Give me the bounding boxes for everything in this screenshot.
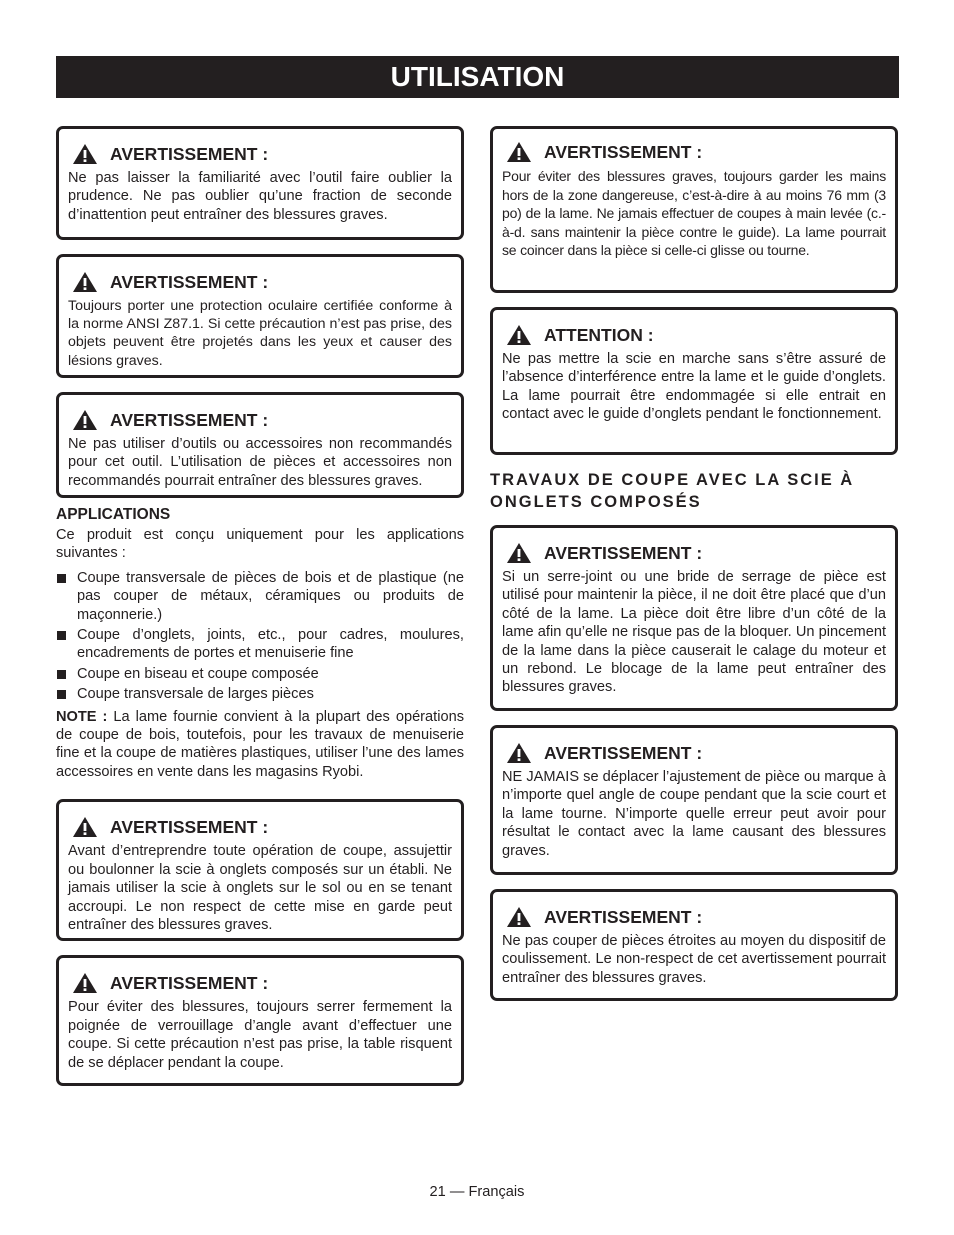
- right-column: [490, 126, 898, 1015]
- warning-triangle-icon: [72, 816, 98, 838]
- warning-box-familiarity: [56, 126, 464, 240]
- note-text: La lame fournie convient à la plupart des opérations de coupe de bois, toutefois, pour les travaux de menuiserie fine et la coupe de matières plastiques, utiliser l’une des lames accessoires en vente dans les magasins Ryobi.: [56, 708, 464, 780]
- warning-triangle-icon: [506, 906, 532, 928]
- warning-box-header: [502, 141, 886, 163]
- applications-intro: Ce produit est conçu uniquement pour les applications suivantes :: [56, 527, 464, 562]
- caution-box-miter-guide: [490, 307, 898, 455]
- caution-box-header: [502, 324, 886, 346]
- warning-box-title: AVERTISSEMENT :: [544, 141, 703, 162]
- warning-triangle-icon: [72, 409, 98, 431]
- left-column: [56, 126, 464, 1100]
- list-item: Coupe en biseau et coupe composée: [56, 665, 464, 683]
- warning-box-accessories: [56, 392, 464, 498]
- warning-triangle-icon: [506, 742, 532, 764]
- page-banner-title: UTILISATION: [56, 56, 899, 98]
- warning-box-header: [68, 816, 452, 838]
- bullet-square-icon: [57, 690, 66, 699]
- note-label: NOTE :: [56, 708, 108, 725]
- warning-box-clamp: [490, 525, 898, 711]
- warning-box-title: AVERTISSEMENT :: [110, 409, 269, 430]
- warning-triangle-icon: [72, 271, 98, 293]
- warning-box-title: AVERTISSEMENT :: [110, 271, 269, 292]
- warning-box-text: Pour éviter des blessures graves, toujours garder les mains hors de la zone dangereuse, c’est-à-dire à au moins 76 mm (3 po) de la lame. Ne jamais effectuer de coupes à main levée (c.-à-d. sans maintenir la pièce contre le guide). La lame pourrait se coincer dans la pièce si celle-ci glisse ou tourne.: [502, 168, 886, 259]
- cutting-section-heading: TRAVAUX DE COUPE AVEC LA SCIE À ONGLETS COMPOSÉS: [490, 471, 855, 511]
- warning-box-title: AVERTISSEMENT :: [110, 816, 269, 837]
- warning-box-header: [68, 143, 452, 165]
- warning-box-hands-away: [490, 126, 898, 293]
- warning-box-title: AVERTISSEMENT :: [110, 972, 269, 993]
- warning-box-eye-protection: [56, 254, 464, 378]
- warning-box-header: [68, 409, 452, 431]
- warning-box-title: AVERTISSEMENT :: [110, 143, 269, 164]
- page-footer: 21 — Français: [429, 1184, 525, 1200]
- warning-box-text: Toujours porter une protection oculaire certifiée conforme à la norme ANSI Z87.1. Si cette précaution n’est pas prise, des objets peuvent être projetés dans les yeux et causer des lésions graves.: [68, 298, 452, 369]
- caution-box-text: Ne pas mettre la scie en marche sans s’être assuré de l’absence d’interférence entre la lame et le guide d’onglets. La lame pourrait être endommagée si elle entrait en contact avec le guide d’onglets pendant le fonctionnement.: [502, 351, 886, 423]
- warning-box-narrow-pieces: [490, 889, 898, 1001]
- warning-triangle-icon: [506, 542, 532, 564]
- warning-box-title: AVERTISSEMENT :: [544, 742, 703, 763]
- note-paragraph: [56, 708, 464, 782]
- bullet-square-icon: [57, 631, 66, 640]
- warning-box-title: AVERTISSEMENT :: [544, 906, 703, 927]
- warning-box-header: [502, 906, 886, 928]
- warning-triangle-icon: [506, 141, 532, 163]
- bullet-square-icon: [57, 670, 66, 679]
- warning-box-header: [502, 742, 886, 764]
- warning-box-text: Ne pas utiliser d’outils ou accessoires non recommandés pour cet outil. L’utilisation de pièces et accessoires non recommandés pourrait entraîner des blessures graves.: [68, 436, 452, 489]
- list-item: Coupe transversale de larges pièces: [56, 685, 464, 703]
- list-item: Coupe transversale de pièces de bois et de plastique (ne pas couper de métaux, céramiques ou produits de maçonnerie.): [56, 569, 464, 624]
- bullet-square-icon: [57, 574, 66, 583]
- warning-box-header: [68, 271, 452, 293]
- caution-box-title: ATTENTION :: [544, 324, 654, 345]
- warning-box-never-adjust: [490, 725, 898, 875]
- warning-triangle-icon: [72, 143, 98, 165]
- applications-list: [56, 569, 464, 704]
- warning-box-text: NE JAMAIS se déplacer l’ajustement de pièce ou marque à n’importe quel angle de coupe pendant que la scie court et la lame tourne. N’importe quelle erreur peut avoir pour résultat le contact avec la lame causant des blessures graves.: [502, 769, 886, 859]
- warning-box-text: Si un serre-joint ou une bride de serrage de pièce est utilisé pour maintenir la pièce, il ne doit être placé que d’un côté de la lame. La pièce doit être libre d’un côté de la lame afin qu’elle ne risque pas de la bloquer. Un pincement de la lame dans la pièce causerait le calage du moteur et un rebond. Le blocage de la lame peut entraîner des blessures graves.: [502, 569, 886, 696]
- warning-box-angle-lock: [56, 955, 464, 1086]
- warning-box-text: Ne pas couper de pièces étroites au moyen du dispositif de coulissement. Le non-respect de cet avertissement pourrait entraîner des blessures graves.: [502, 933, 886, 986]
- warning-triangle-icon: [72, 972, 98, 994]
- warning-triangle-icon: [506, 324, 532, 346]
- applications-heading: APPLICATIONS: [56, 506, 171, 523]
- warning-box-text: Ne pas laisser la familiarité avec l’outil faire oublier la prudence. Ne pas oublier qu’une fraction de seconde d’inattention peut entraîner des blessures graves.: [68, 170, 452, 223]
- warning-box-header: [68, 972, 452, 994]
- warning-box-bench-mount: [56, 799, 464, 941]
- warning-box-header: [502, 542, 886, 564]
- warning-box-text: Avant d’entreprendre toute opération de coupe, assujettir ou boulonner la scie à onglets composés sur un établi. Ne jamais utiliser la scie à onglets sur le sol ou en se tenant accroupi. Le non respect de cette mise en garde peut entraîner des blessures graves.: [68, 843, 452, 933]
- warning-box-title: AVERTISSEMENT :: [544, 542, 703, 563]
- warning-box-text: Pour éviter des blessures, toujours serrer fermement la poignée de verrouillage d’angle avant d’effectuer une coupe. Si cette précaution n’est pas prise, la table risquent de se déplacer pendant la coupe.: [68, 999, 452, 1071]
- list-item: Coupe d’onglets, joints, etc., pour cadres, moulures, encadrements de portes et menuiserie fine: [56, 626, 464, 663]
